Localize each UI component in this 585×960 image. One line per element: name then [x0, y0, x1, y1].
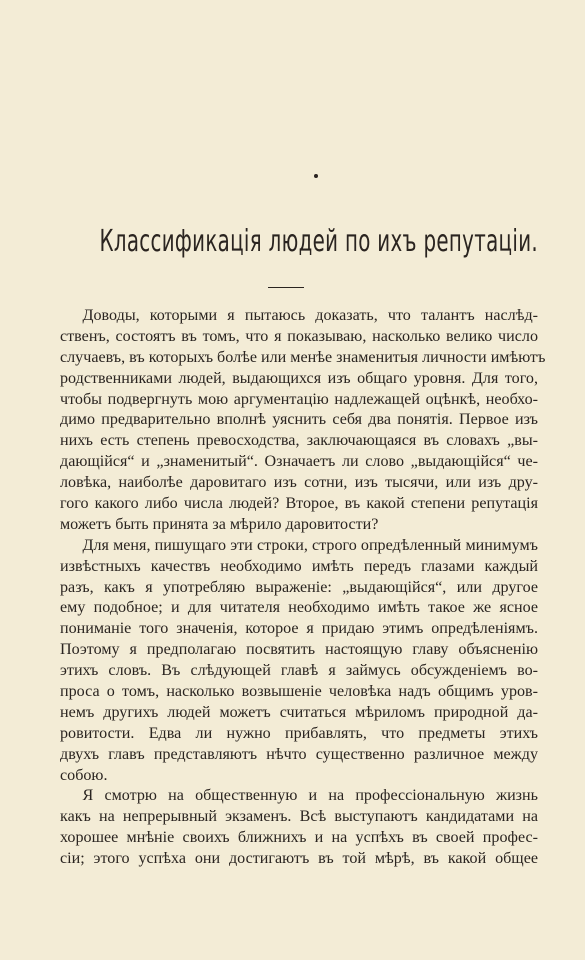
ornament-dot — [314, 174, 318, 178]
text-line: ловѣка, наиболѣе даровитаго изъ сотни, изъ тысячи, или изъ дру- — [60, 474, 538, 492]
text-line: собою. — [60, 766, 108, 784]
chapter-title: Классификація людей по ихъ репутаціи. — [99, 224, 539, 259]
text-line: Я смотрю на общественную и на профессіональную жизнь — [82, 787, 538, 805]
text-line: разъ, какъ я употребляю выраженіе: „выдающійся“, или другое — [60, 578, 538, 596]
text-line: димо предварительно вполнѣ уяснить себя два понятія. Первое изъ — [60, 411, 538, 429]
text-line: нихъ есть степень превосходства, заключающаяся въ словахъ „вы- — [60, 432, 538, 450]
text-line: случаевъ, въ которыхъ болѣе или менѣе знаменитыя личности имѣютъ — [60, 348, 546, 366]
text-line: какъ на непрерывный экзаменъ. Всѣ выступаютъ кандидатами на — [60, 808, 538, 826]
text-line: чтобы подвергнуть мою аргументацію надлежащей оцѣнкѣ, необхо- — [60, 390, 538, 408]
text-line: ственъ, состоятъ въ томъ, что я показываю, насколько велико число — [60, 327, 538, 345]
text-line: проса о томъ, насколько возвышеніе человѣка надъ общимъ уров- — [60, 683, 538, 701]
text-line: можетъ быть принята за мѣрило даровитости? — [60, 515, 379, 533]
text-line: этихъ словъ. Въ слѣдующей главѣ я займусь обсужденіемъ во- — [60, 662, 538, 680]
text-line: двухъ главъ представляютъ нѣчто существенно различное между — [60, 745, 538, 763]
text-line: Поэтому я предполагаю посвятить настоящую главу объясненію — [60, 641, 538, 659]
text-line: дающійся“ и „знаменитый“. Означаетъ ли слово „выдающійся“ че- — [60, 453, 538, 471]
text-line: Для меня, пишущаго эти строки, строго опредѣленный минимумъ — [82, 536, 538, 554]
text-line: немъ другихъ людей можетъ считаться мѣриломъ природной да- — [60, 703, 538, 721]
text-line: сіи; этого успѣха они достигаютъ въ той мѣрѣ, въ какой общее — [60, 850, 538, 868]
text-line: гого какого либо числа людей? Второе, въ какой степени репутація — [60, 495, 538, 513]
body-text — [60, 306, 546, 870]
text-line: Доводы, которыми я пытаюсь доказать, что талантъ наслѣд- — [82, 307, 538, 324]
text-line: извѣстныхъ качествъ необходимо имѣть передъ глазами каждый — [60, 557, 538, 575]
text-line: ровитости. Едва ли нужно прибавлять, что предметы этихъ — [60, 724, 538, 742]
title-rule — [268, 287, 304, 288]
text-line: хорошее мнѣніе своихъ ближнихъ и на успѣхъ въ своей профес- — [60, 829, 538, 847]
text-line: ему подобное; и для читателя необходимо имѣть такое же ясное — [60, 599, 538, 617]
text-line: пониманіе того значенія, которое я придаю этимъ опредѣленіямъ. — [60, 620, 538, 638]
text-line: родственниками людей, выдающихся изъ общаго уровня. Для того, — [60, 369, 538, 387]
